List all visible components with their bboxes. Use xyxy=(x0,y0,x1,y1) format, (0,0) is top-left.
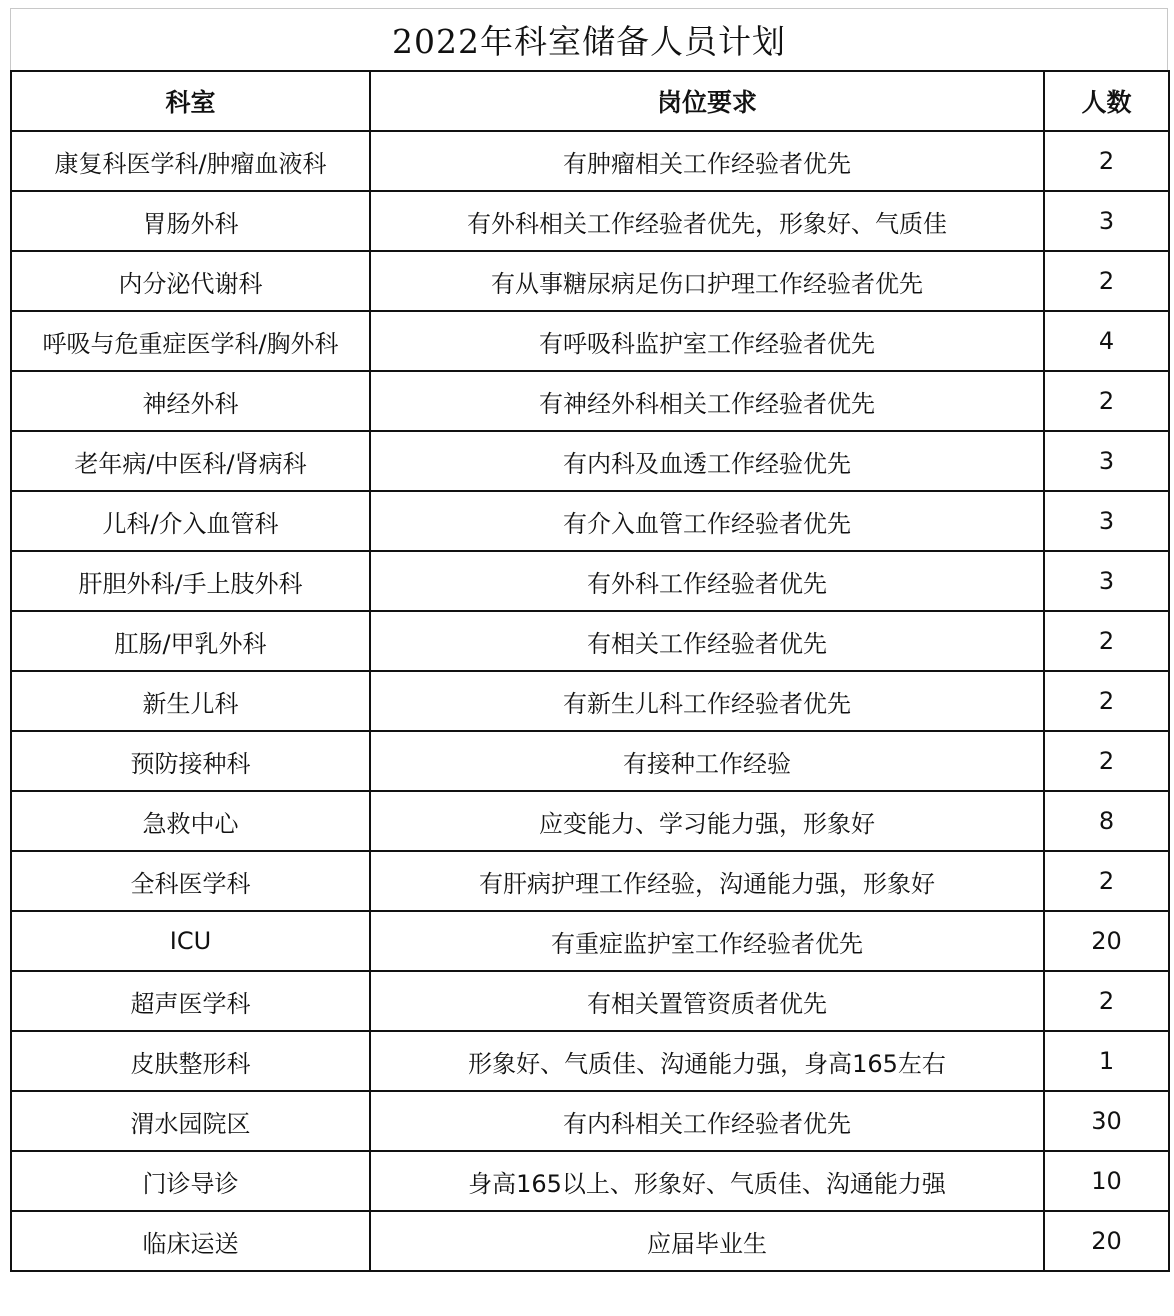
requirement-cell: 有接种工作经验 xyxy=(370,731,1044,791)
table-row xyxy=(11,851,1169,911)
requirement-cell: 有从事糖尿病足伤口护理工作经验者优先 xyxy=(370,251,1044,311)
requirement-cell: 有重症监护室工作经验者优先 xyxy=(370,911,1044,971)
count-cell: 2 xyxy=(1044,251,1169,311)
department-cell: 神经外科 xyxy=(11,371,370,431)
count-cell: 2 xyxy=(1044,611,1169,671)
header-requirement: 岗位要求 xyxy=(370,71,1044,131)
department-cell: 皮肤整形科 xyxy=(11,1031,370,1091)
count-cell: 2 xyxy=(1044,731,1169,791)
requirement-cell: 有新生儿科工作经验者优先 xyxy=(370,671,1044,731)
requirement-cell: 身高165以上、形象好、气质佳、沟通能力强 xyxy=(370,1151,1044,1211)
staffing-plan-sheet xyxy=(10,8,1168,1306)
table-row xyxy=(11,791,1169,851)
count-cell: 30 xyxy=(1044,1091,1169,1151)
count-cell: 4 xyxy=(1044,311,1169,371)
table-row xyxy=(11,671,1169,731)
department-cell: 内分泌代谢科 xyxy=(11,251,370,311)
table-row xyxy=(11,431,1169,491)
department-cell: 呼吸与危重症医学科/胸外科 xyxy=(11,311,370,371)
requirement-cell: 应届毕业生 xyxy=(370,1211,1044,1271)
count-cell: 3 xyxy=(1044,491,1169,551)
department-cell: 老年病/中医科/肾病科 xyxy=(11,431,370,491)
department-cell: 肝胆外科/手上肢外科 xyxy=(11,551,370,611)
table-row xyxy=(11,1031,1169,1091)
department-cell: 急救中心 xyxy=(11,791,370,851)
requirement-cell: 有介入血管工作经验者优先 xyxy=(370,491,1044,551)
staffing-plan-table xyxy=(10,70,1170,1272)
count-cell: 2 xyxy=(1044,671,1169,731)
table-row xyxy=(11,1091,1169,1151)
count-cell: 3 xyxy=(1044,431,1169,491)
table-row xyxy=(11,491,1169,551)
table-row xyxy=(11,191,1169,251)
count-cell: 3 xyxy=(1044,551,1169,611)
table-row xyxy=(11,911,1169,971)
requirement-cell: 应变能力、学习能力强，形象好 xyxy=(370,791,1044,851)
header-count: 人数 xyxy=(1044,71,1169,131)
department-cell: 肛肠/甲乳外科 xyxy=(11,611,370,671)
table-row xyxy=(11,1211,1169,1271)
requirement-cell: 有内科相关工作经验者优先 xyxy=(370,1091,1044,1151)
requirement-cell: 有外科相关工作经验者优先，形象好、气质佳 xyxy=(370,191,1044,251)
requirement-cell: 有肿瘤相关工作经验者优先 xyxy=(370,131,1044,191)
table-row xyxy=(11,311,1169,371)
count-cell: 20 xyxy=(1044,1211,1169,1271)
department-cell: ICU xyxy=(11,911,370,971)
department-cell: 全科医学科 xyxy=(11,851,370,911)
count-cell: 10 xyxy=(1044,1151,1169,1211)
count-cell: 2 xyxy=(1044,851,1169,911)
table-row xyxy=(11,371,1169,431)
count-cell: 3 xyxy=(1044,191,1169,251)
count-cell: 2 xyxy=(1044,971,1169,1031)
department-cell: 门诊导诊 xyxy=(11,1151,370,1211)
table-row xyxy=(11,971,1169,1031)
requirement-cell: 有相关置管资质者优先 xyxy=(370,971,1044,1031)
department-cell: 预防接种科 xyxy=(11,731,370,791)
table-row xyxy=(11,731,1169,791)
count-cell: 2 xyxy=(1044,371,1169,431)
page-title: 2022年科室储备人员计划 xyxy=(10,8,1168,70)
department-cell: 康复科医学科/肿瘤血液科 xyxy=(11,131,370,191)
table-header-row xyxy=(11,71,1169,131)
table-row xyxy=(11,131,1169,191)
requirement-cell: 有神经外科相关工作经验者优先 xyxy=(370,371,1044,431)
table-row xyxy=(11,611,1169,671)
header-department: 科室 xyxy=(11,71,370,131)
count-cell: 20 xyxy=(1044,911,1169,971)
requirement-cell: 有内科及血透工作经验优先 xyxy=(370,431,1044,491)
count-cell: 8 xyxy=(1044,791,1169,851)
table-row xyxy=(11,251,1169,311)
requirement-cell: 形象好、气质佳、沟通能力强，身高165左右 xyxy=(370,1031,1044,1091)
count-cell: 1 xyxy=(1044,1031,1169,1091)
requirement-cell: 有相关工作经验者优先 xyxy=(370,611,1044,671)
department-cell: 超声医学科 xyxy=(11,971,370,1031)
table-row xyxy=(11,1151,1169,1211)
count-cell: 2 xyxy=(1044,131,1169,191)
requirement-cell: 有外科工作经验者优先 xyxy=(370,551,1044,611)
table-row xyxy=(11,551,1169,611)
department-cell: 渭水园院区 xyxy=(11,1091,370,1151)
requirement-cell: 有肝病护理工作经验，沟通能力强，形象好 xyxy=(370,851,1044,911)
requirement-cell: 有呼吸科监护室工作经验者优先 xyxy=(370,311,1044,371)
department-cell: 胃肠外科 xyxy=(11,191,370,251)
department-cell: 儿科/介入血管科 xyxy=(11,491,370,551)
department-cell: 新生儿科 xyxy=(11,671,370,731)
department-cell: 临床运送 xyxy=(11,1211,370,1271)
